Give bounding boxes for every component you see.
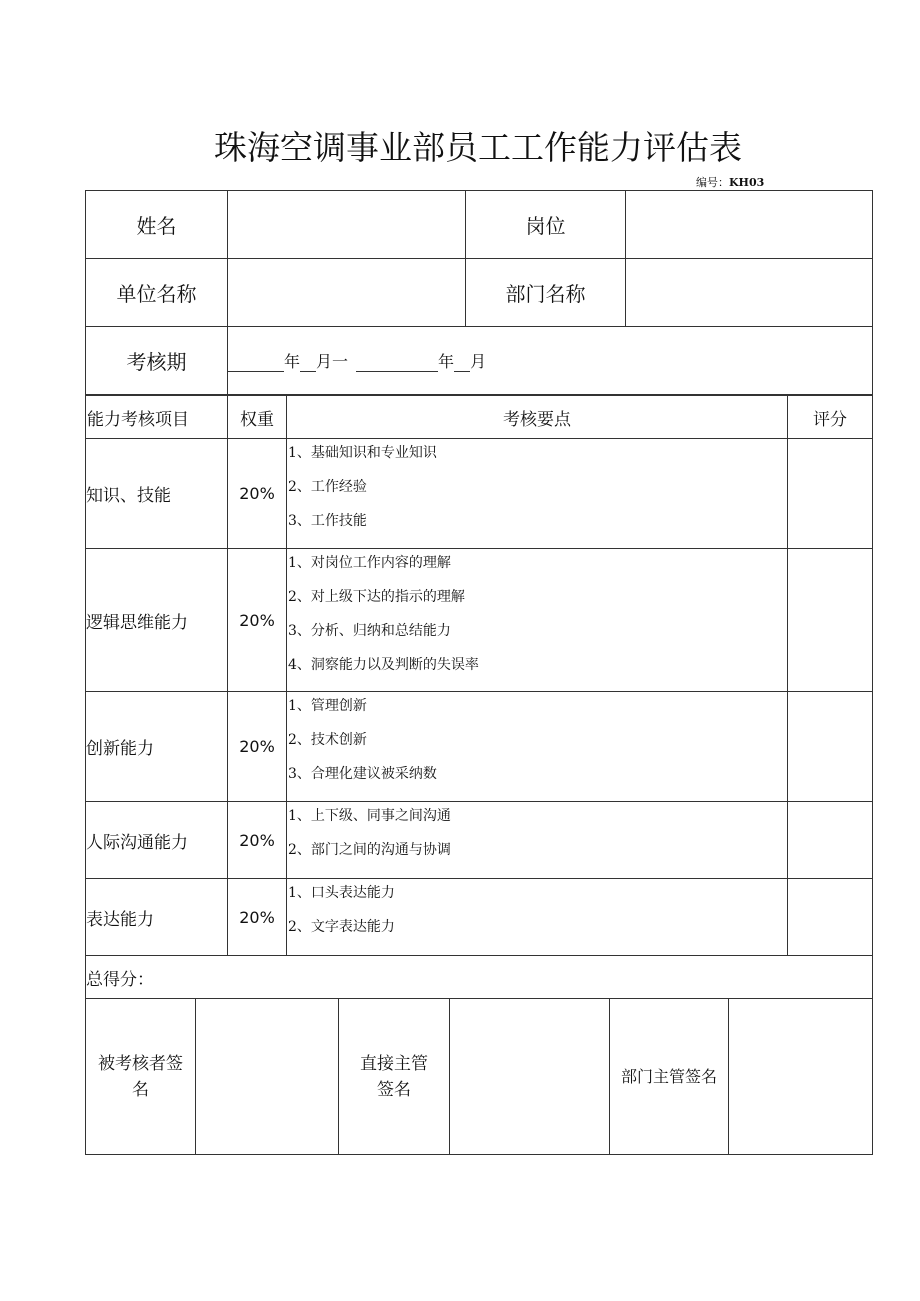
item-weight: 20% bbox=[228, 802, 287, 879]
period-label: 考核期 bbox=[86, 327, 228, 395]
item-points bbox=[287, 439, 788, 549]
table-row bbox=[86, 802, 873, 879]
month-2-text: 月 bbox=[470, 352, 487, 371]
list-item: 2、技术创新 bbox=[288, 732, 367, 748]
list-item: 3、工作技能 bbox=[288, 513, 367, 529]
list-item: 2、对上级下达的指示的理解 bbox=[288, 589, 465, 605]
assessee-signature-label: 被考核者签名 bbox=[86, 999, 196, 1155]
page-title: 珠海空调事业部员工工作能力评估表 bbox=[214, 128, 742, 167]
item-weight: 20% bbox=[228, 549, 287, 692]
header-item: 能力考核项目 bbox=[86, 396, 228, 439]
end-month-blank[interactable] bbox=[454, 355, 470, 372]
document-number-value: KH03 bbox=[729, 176, 765, 189]
item-weight: 20% bbox=[228, 879, 287, 956]
list-item: 3、分析、归纳和总结能力 bbox=[288, 623, 451, 639]
signature-table bbox=[85, 998, 873, 1155]
total-score-label: 总得分： bbox=[86, 956, 873, 999]
document-number-label: 编号： bbox=[696, 176, 729, 189]
assessee-signature-field[interactable] bbox=[196, 999, 339, 1155]
item-name: 人际沟通能力 bbox=[86, 802, 228, 879]
item-points bbox=[287, 549, 788, 692]
score-field[interactable] bbox=[788, 879, 873, 956]
item-name: 创新能力 bbox=[86, 692, 228, 802]
item-points bbox=[287, 802, 788, 879]
assessment-table bbox=[85, 395, 873, 999]
document-number bbox=[696, 174, 764, 190]
unit-field[interactable] bbox=[228, 259, 466, 327]
list-item: 2、部门之间的沟通与协调 bbox=[288, 842, 451, 858]
list-item: 1、对岗位工作内容的理解 bbox=[288, 555, 451, 571]
list-item: 3、合理化建议被采纳数 bbox=[288, 766, 437, 782]
list-item: 2、文字表达能力 bbox=[288, 919, 395, 935]
position-field[interactable] bbox=[626, 191, 873, 259]
start-month-blank[interactable] bbox=[300, 355, 316, 372]
employee-info-table bbox=[85, 190, 873, 395]
table-row bbox=[86, 692, 873, 802]
direct-supervisor-signature-field[interactable] bbox=[450, 999, 610, 1155]
header-weight: 权重 bbox=[228, 396, 287, 439]
list-item: 1、管理创新 bbox=[288, 698, 367, 714]
item-name: 逻辑思维能力 bbox=[86, 549, 228, 692]
end-year-blank[interactable] bbox=[356, 355, 438, 372]
header-points: 考核要点 bbox=[287, 396, 788, 439]
unit-label: 单位名称 bbox=[86, 259, 228, 327]
list-item: 4、洞察能力以及判断的失误率 bbox=[288, 657, 479, 673]
item-name: 知识、技能 bbox=[86, 439, 228, 549]
list-item: 2、工作经验 bbox=[288, 479, 367, 495]
item-name: 表达能力 bbox=[86, 879, 228, 956]
table-row bbox=[86, 439, 873, 549]
period-separator: 一 bbox=[332, 352, 349, 371]
name-label: 姓名 bbox=[86, 191, 228, 259]
position-label: 岗位 bbox=[466, 191, 626, 259]
score-field[interactable] bbox=[788, 802, 873, 879]
year-1-text: 年 bbox=[284, 352, 301, 371]
score-field[interactable] bbox=[788, 692, 873, 802]
dept-supervisor-signature-label: 部门主管签名 bbox=[610, 999, 729, 1155]
dept-supervisor-signature-field[interactable] bbox=[729, 999, 873, 1155]
item-points bbox=[287, 692, 788, 802]
list-item: 1、上下级、同事之间沟通 bbox=[288, 808, 451, 824]
period-field[interactable] bbox=[228, 327, 873, 395]
name-field[interactable] bbox=[228, 191, 466, 259]
table-row bbox=[86, 549, 873, 692]
item-weight: 20% bbox=[228, 692, 287, 802]
table-row bbox=[86, 879, 873, 956]
list-item: 1、口头表达能力 bbox=[288, 885, 395, 901]
year-2-text: 年 bbox=[438, 352, 455, 371]
score-field[interactable] bbox=[788, 439, 873, 549]
dept-field[interactable] bbox=[626, 259, 873, 327]
item-points bbox=[287, 879, 788, 956]
month-1-text: 月 bbox=[316, 352, 333, 371]
header-score: 评分 bbox=[788, 396, 873, 439]
item-weight: 20% bbox=[228, 439, 287, 549]
score-field[interactable] bbox=[788, 549, 873, 692]
direct-supervisor-signature-label: 直接主管签名 bbox=[339, 999, 450, 1155]
start-year-blank[interactable] bbox=[228, 355, 284, 372]
dept-label: 部门名称 bbox=[466, 259, 626, 327]
list-item: 1、基础知识和专业知识 bbox=[288, 445, 437, 461]
